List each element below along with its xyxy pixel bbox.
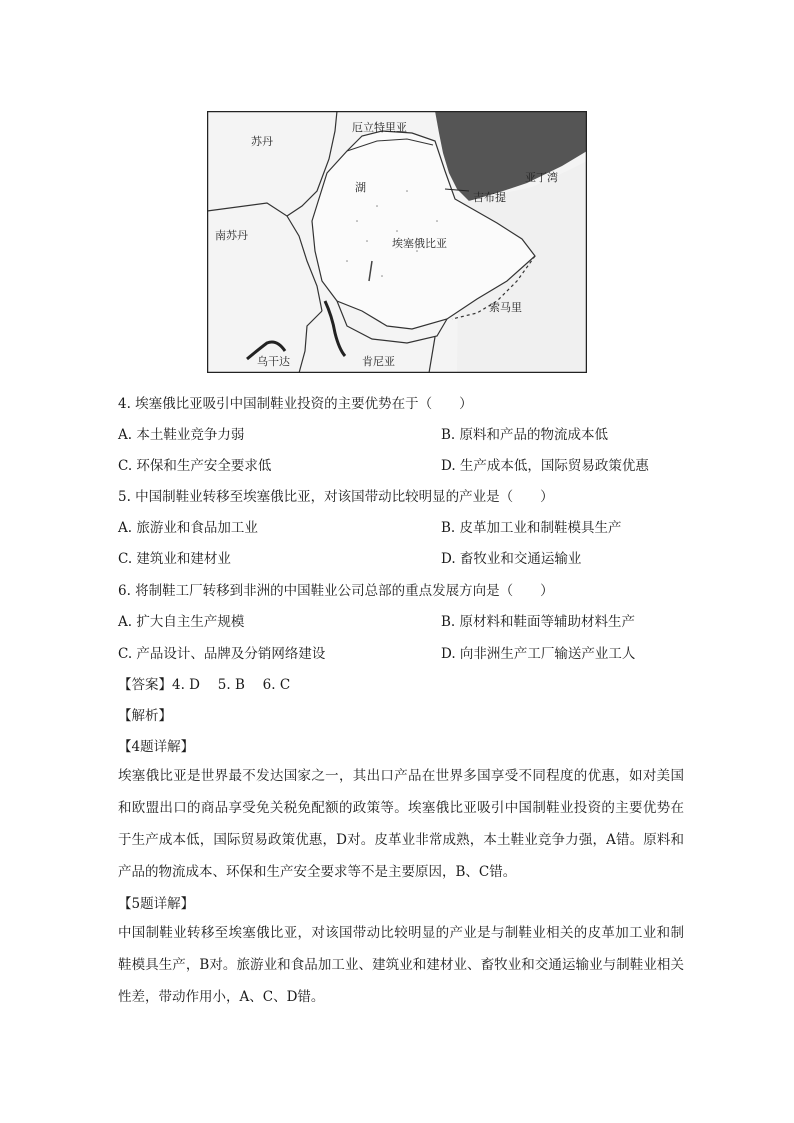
q5-option-b[interactable]: B. 皮革加工业和制鞋模具生产	[441, 520, 622, 536]
question-5-stem: 5. 中国制鞋业转移至埃塞俄比亚，对该国带动比较明显的产业是（ ）	[118, 489, 554, 505]
label-somalia: 索马里	[489, 301, 522, 314]
detail-5-title: 【5题详解】	[118, 896, 195, 912]
q6-option-b[interactable]: B. 原材料和鞋面等辅助材料生产	[441, 614, 636, 630]
q5-option-d[interactable]: D. 畜牧业和交通运输业	[441, 551, 582, 567]
label-lake: 湖	[355, 181, 366, 194]
detail-5-text: 中国制鞋业转移至埃塞俄比亚，对该国带动比较明显的产业是与制鞋业相关的皮革加工业和制鞋模具生产，B对。旅游业和食品加工业、建筑业和建材业、畜牧业和交通运输业与制鞋业相关性差，带动作用小，A、C、D错。	[118, 925, 684, 1005]
q6-option-a[interactable]: A. 扩大自主生产规模	[118, 614, 245, 630]
q5-option-c[interactable]: C. 建筑业和建材业	[118, 551, 231, 567]
q5-option-a[interactable]: A. 旅游业和食品加工业	[118, 520, 258, 536]
q6-option-c[interactable]: C. 产品设计、品牌及分销网络建设	[118, 646, 326, 662]
label-sudan: 苏丹	[251, 135, 273, 148]
question-4-stem: 4. 埃塞俄比亚吸引中国制鞋业投资的主要优势在于（ ）	[118, 396, 473, 412]
q4-option-c[interactable]: C. 环保和生产安全要求低	[118, 458, 272, 474]
label-gulf-aden: 亚丁湾	[525, 171, 558, 184]
label-kenya: 肯尼亚	[362, 355, 395, 368]
label-uganda: 乌干达	[257, 355, 290, 368]
detail-4-title: 【4题详解】	[118, 739, 195, 755]
q6-option-d[interactable]: D. 向非洲生产工厂输送产业工人	[441, 646, 636, 662]
label-eritrea: 厄立特里亚	[352, 121, 407, 134]
q4-option-a[interactable]: A. 本土鞋业竞争力弱	[118, 427, 245, 443]
ethiopia-map	[207, 111, 587, 373]
label-south-sudan: 南苏丹	[215, 229, 248, 242]
label-ethiopia: 埃塞俄比亚	[392, 237, 447, 250]
label-djibouti: 吉布提	[473, 191, 506, 204]
question-6-stem: 6. 将制鞋工厂转移到非洲的中国鞋业公司总部的重点发展方向是（ ）	[118, 583, 554, 599]
analysis-title: 【解析】	[118, 708, 172, 724]
detail-4-text: 埃塞俄比亚是世界最不发达国家之一，其出口产品在世界多国享受不同程度的优惠，如对美国和欧盟出口的商品享受免关税免配额的政策等。埃塞俄比亚吸引中国制鞋业投资的主要优势在于生产成本低，国际贸易政策优惠，D对。皮革业非常成熟，本土鞋业竞争力强，A错。原料和产品的物流成本、环保和生产安全要求等不是主要原因，B、C错。	[118, 768, 684, 880]
q4-option-d[interactable]: D. 生产成本低，国际贸易政策优惠	[441, 458, 649, 474]
q4-option-b[interactable]: B. 原料和产品的物流成本低	[441, 427, 609, 443]
answer-line: 【答案】4. D 5. B 6. C	[118, 677, 291, 693]
